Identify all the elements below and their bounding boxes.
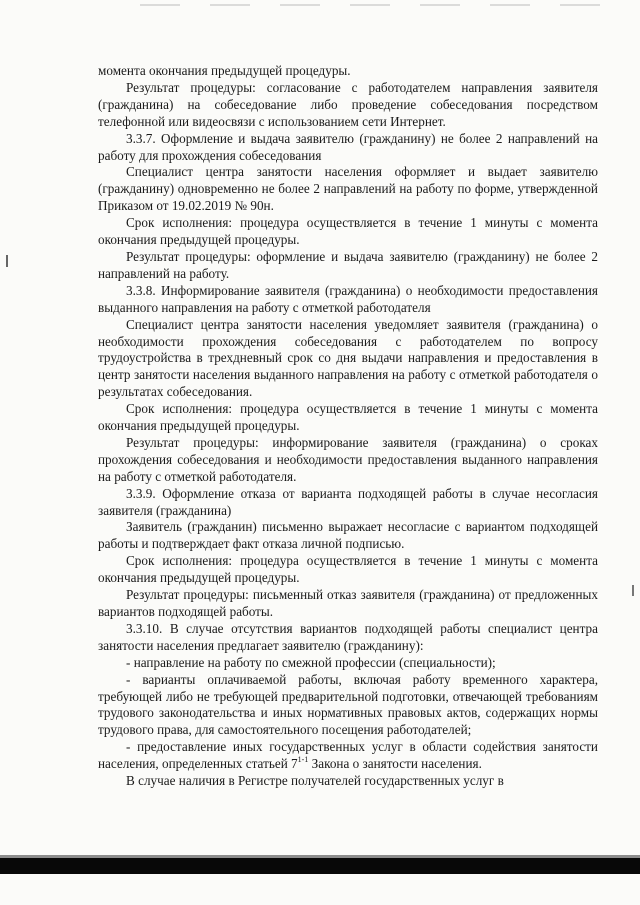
list-item: [98, 739, 598, 773]
paragraph: Результат процедуры: информирование заявителя (гражданина) о сроках прохождения собеседования и необходимости предоставления выданного направления на работу с отметкой работодателя.: [98, 434, 598, 484]
section-heading-3-3-9: 3.3.9. Оформление отказа от варианта подходящей работы в случае несогласия заявителя (гражданина): [98, 485, 598, 518]
scan-artifact-right: [632, 585, 634, 596]
scan-artifact-left: [6, 255, 8, 267]
paragraph: Результат процедуры: письменный отказ заявителя (гражданина) от предложенных вариантов подходящей работы.: [98, 587, 598, 619]
superscript: 1-1: [297, 755, 309, 765]
section-heading-3-3-10: 3.3.10. В случае отсутствия вариантов подходящей работы специалист центра занятости населения предлагает заявителю (гражданину):: [98, 620, 598, 653]
section-heading-3-3-7: 3.3.7. Оформление и выдача заявителю (гражданину) не более 2 направлений на работу для прохождения собеседования: [98, 130, 598, 163]
paragraph: В случае наличия в Регистре получателей государственных услуг в: [126, 773, 504, 789]
scan-artifact-top: [140, 4, 600, 6]
paragraph-text-after: Закона о занятости населения.: [308, 756, 482, 772]
paragraph: Специалист центра занятости населения уведомляет заявителя (гражданина) о необходимости прохождения собеседования с работодателем по вопросу трудоустройства в трехдневный срок со дня выдачи направления и предоставления в центр занятости населения выданного направления на работу с отметкой работодателя о результатах собеседования.: [98, 316, 598, 400]
paragraph: Срок исполнения: процедура осуществляется в течение 1 минуты с момента окончания предыдущей процедуры.: [98, 215, 598, 248]
paragraph: Срок исполнения: процедура осуществляется в течение 1 минуты с момента окончания предыдущей процедуры.: [98, 553, 598, 586]
paragraph: Результат процедуры: согласование с работодателем направления заявителя (гражданина) на собеседование либо проведение собеседования посредством телефонной или видеосвязи с использованием сети Интернет.: [98, 79, 598, 129]
section-heading-3-3-8: 3.3.8. Информирование заявителя (гражданина) о необходимости предоставления выданного направления на работу с отметкой работодателя: [98, 282, 598, 315]
paragraph-text-before: - предоставление иных государственных услуг в области содействия занятости населения, определенных статьей 7: [98, 739, 598, 772]
paragraph: момента окончания предыдущей процедуры.: [98, 63, 351, 78]
document-body: [98, 63, 598, 790]
scan-bottom-border: [0, 858, 640, 874]
list-item: - направление на работу по смежной профессии (специальности);: [126, 654, 496, 670]
list-item: - варианты оплачиваемой работы, включая работу временного характера, требующей либо не требующей предварительной подготовки, отвечающей требованиям трудового законодательства и иных нормативных правовых актов, содержащих нормы трудового права, для самостоятельного посещения работодателей;: [98, 671, 598, 738]
paragraph: Специалист центра занятости населения оформляет и выдает заявителю (гражданину) одновременно не более 2 направлений на работу по форме, утвержденной Приказом от 19.02.2019 № 90н.: [98, 164, 598, 214]
paragraph: Заявитель (гражданин) письменно выражает несогласие с вариантом подходящей работы и подтверждает факт отказа личной подписью.: [98, 519, 598, 552]
paragraph: Результат процедуры: оформление и выдача заявителю (гражданину) не более 2 направлений на работу.: [98, 248, 598, 281]
paragraph: Срок исполнения: процедура осуществляется в течение 1 минуты с момента окончания предыдущей процедуры.: [98, 401, 598, 434]
